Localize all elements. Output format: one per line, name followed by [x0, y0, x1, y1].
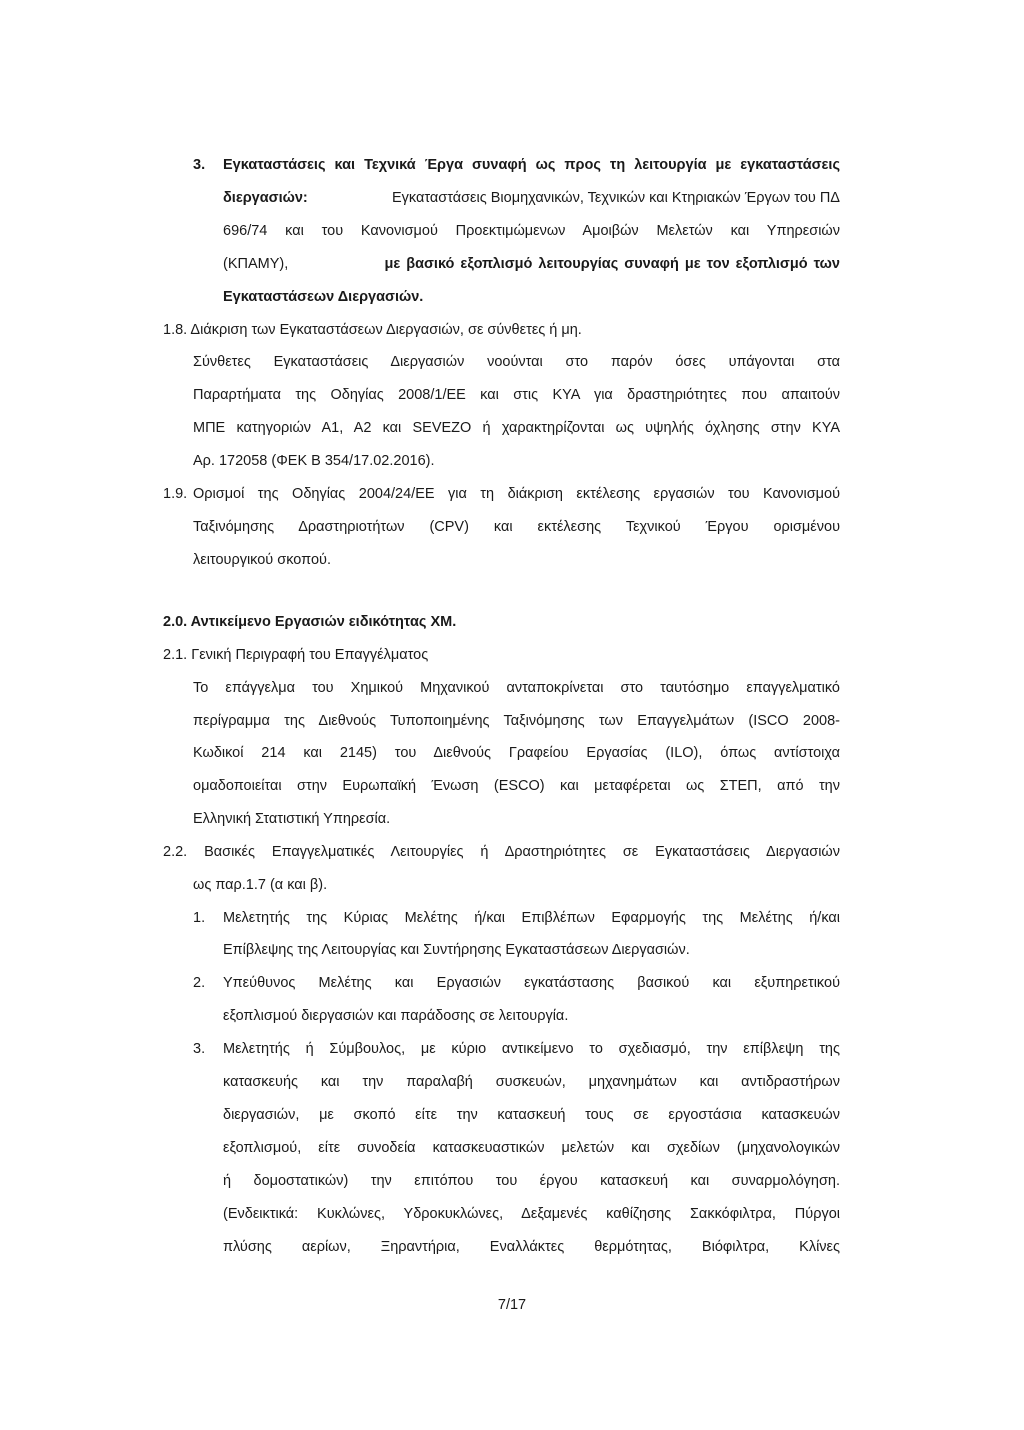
section-1-8-line-1: Σύνθετες Εγκαταστάσεις Διεργασιών νοούνται στο παρόν όσες υπάγονται στα	[193, 354, 840, 370]
section-2-1-line-1: Το επάγγελμα του Χημικού Μηχανικού ανταποκρίνεται στο ταυτόσημο επαγγελματικό	[193, 680, 840, 696]
list-item-number: 3.	[193, 1041, 206, 1057]
list-item-3-line-4: εξοπλισμού, είτε συνοδεία κατασκευαστικών μελετών και σχεδίων (μηχανολογικών	[223, 1140, 840, 1156]
list-item-1-line-2: Επίβλεψης της Λειτουργίας και Συντήρησης Εγκαταστάσεων Διεργασιών.	[223, 942, 690, 958]
list-item-3-line-7: πλύσης αερίων, Ξηραντήρια, Εναλλάκτες θερμότητας, Βιόφιλτρα, Κλίνες	[223, 1239, 840, 1255]
list-item-3-line-1: Μελετητής ή Σύμβουλος, με κύριο αντικείμενο το σχεδιασμό, την επίβλεψη της	[223, 1041, 840, 1057]
list-item-3-line-5: ή δομοστατικών) την επιτόπου του έργου κατασκευή και συναρμολόγηση.	[223, 1173, 840, 1189]
section-3-line-4	[223, 255, 840, 273]
list-item-3-line-6: (Ενδεικτικά: Κυκλώνες, Υδροκυκλώνες, Δεξαμενές καθίζησης Σακκόφιλτρα, Πύργοι	[223, 1206, 840, 1222]
page-number: 7/17	[497, 1297, 527, 1313]
section-3-line-4-bold: με βασικό εξοπλισμό λειτουργίας συναφή με τον εξοπλισμό των	[384, 256, 840, 272]
list-item-number: 1.	[193, 910, 206, 926]
section-2-1-heading: 2.1. Γενική Περιγραφή του Επαγγέλματος	[163, 647, 429, 663]
list-item-2-line-2: εξοπλισμού διεργασιών και παράδοσης σε λειτουργία.	[223, 1008, 569, 1024]
section-2-2-heading-line-1: 2.2. Βασικές Επαγγελματικές Λειτουργίες ή Δραστηριότητες σε Εγκαταστάσεις Διεργασιών	[163, 844, 840, 860]
list-item-3-line-3: διεργασιών, με σκοπό είτε την κατασκευή τους σε εργοστάσια κατασκευών	[223, 1107, 840, 1123]
section-2-1-line-3: Κωδικοί 214 και 2145) του Διεθνούς Γραφείου Εργασίας (ILO), όπως αντίστοιχα	[193, 745, 840, 761]
section-3-line-3: 696/74 και του Κανονισμού Προεκτιμώμενων Αμοιβών Μελετών και Υπηρεσιών	[223, 223, 840, 239]
section-2-2-heading-line-2: ως παρ.1.7 (α και β).	[193, 877, 328, 893]
section-3-number: 3.	[193, 157, 206, 173]
list-item-number: 2.	[193, 975, 206, 991]
list-item-3-line-2: κατασκευής και την παραλαβή συσκευών, μηχανημάτων και αντιδραστήρων	[223, 1074, 840, 1090]
section-1-8-line-2: Παραρτήματα της Οδηγίας 2008/1/ΕΕ και στις ΚΥΑ για δραστηριότητες που απαιτούν	[193, 387, 840, 403]
section-1-9-line-2: Ταξινόμησης Δραστηριοτήτων (CPV) και εκτέλεσης Τεχνικού Έργου ορισμένου	[193, 519, 840, 535]
section-1-8-line-3: ΜΠΕ κατηγοριών Α1, Α2 και SEVEZO ή χαρακτηρίζονται ως υψηλής όχλησης στην ΚΥΑ	[193, 420, 840, 436]
section-1-8-heading: 1.8. Διάκριση των Εγκαταστάσεων Διεργασιών, σε σύνθετες ή μη.	[163, 322, 582, 338]
section-2-0-heading: 2.0. Αντικείμενο Εργασιών ειδικότητας ΧΜ.	[163, 614, 457, 630]
section-3-line-1: Εγκαταστάσεις και Τεχνικά Έργα συναφή ως προς τη λειτουργία με εγκαταστάσεις	[223, 157, 840, 173]
section-3-line-2	[223, 189, 840, 207]
section-1-8-line-4: Αρ. 172058 (ΦΕΚ Β 354/17.02.2016).	[193, 453, 435, 469]
list-item-1-line-1: Μελετητής της Κύριας Μελέτης ή/και Επιβλέπων Εφαρμογής της Μελέτης ή/και	[223, 910, 840, 926]
section-1-9-line-3: λειτουργικού σκοπού.	[193, 552, 331, 568]
section-1-9-line-1: Ορισμοί της Οδηγίας 2004/24/ΕΕ για τη διάκριση εκτέλεσης εργασιών του Κανονισμού	[193, 486, 840, 502]
section-1-9-number: 1.9.	[163, 486, 188, 502]
section-3-line-2-rest: Εγκαταστάσεις Βιομηχανικών, Τεχνικών και Κτηριακών Έργων του ΠΔ	[391, 190, 840, 206]
section-2-1-line-4: ομαδοποιείται στην Ευρωπαϊκή Ένωση (ESCO) και μεταφέρεται ως ΣΤΕΠ, από την	[193, 778, 840, 794]
section-3-line-4-start: (ΚΠΑΜΥ),	[223, 256, 289, 272]
section-3-line-2-bold: διεργασιών:	[223, 190, 308, 206]
section-3-line-5: Εγκαταστάσεων Διεργασιών.	[223, 289, 424, 305]
section-2-1-line-5: Ελληνική Στατιστική Υπηρεσία.	[193, 811, 391, 827]
list-item-2-line-1: Υπεύθυνος Μελέτης και Εργασιών εγκατάστασης βασικού και εξυπηρετικού	[223, 975, 840, 991]
section-2-1-line-2: περίγραμμα της Διεθνούς Τυποποιημένης Ταξινόμησης των Επαγγελμάτων (ISCO 2008-	[193, 713, 840, 729]
